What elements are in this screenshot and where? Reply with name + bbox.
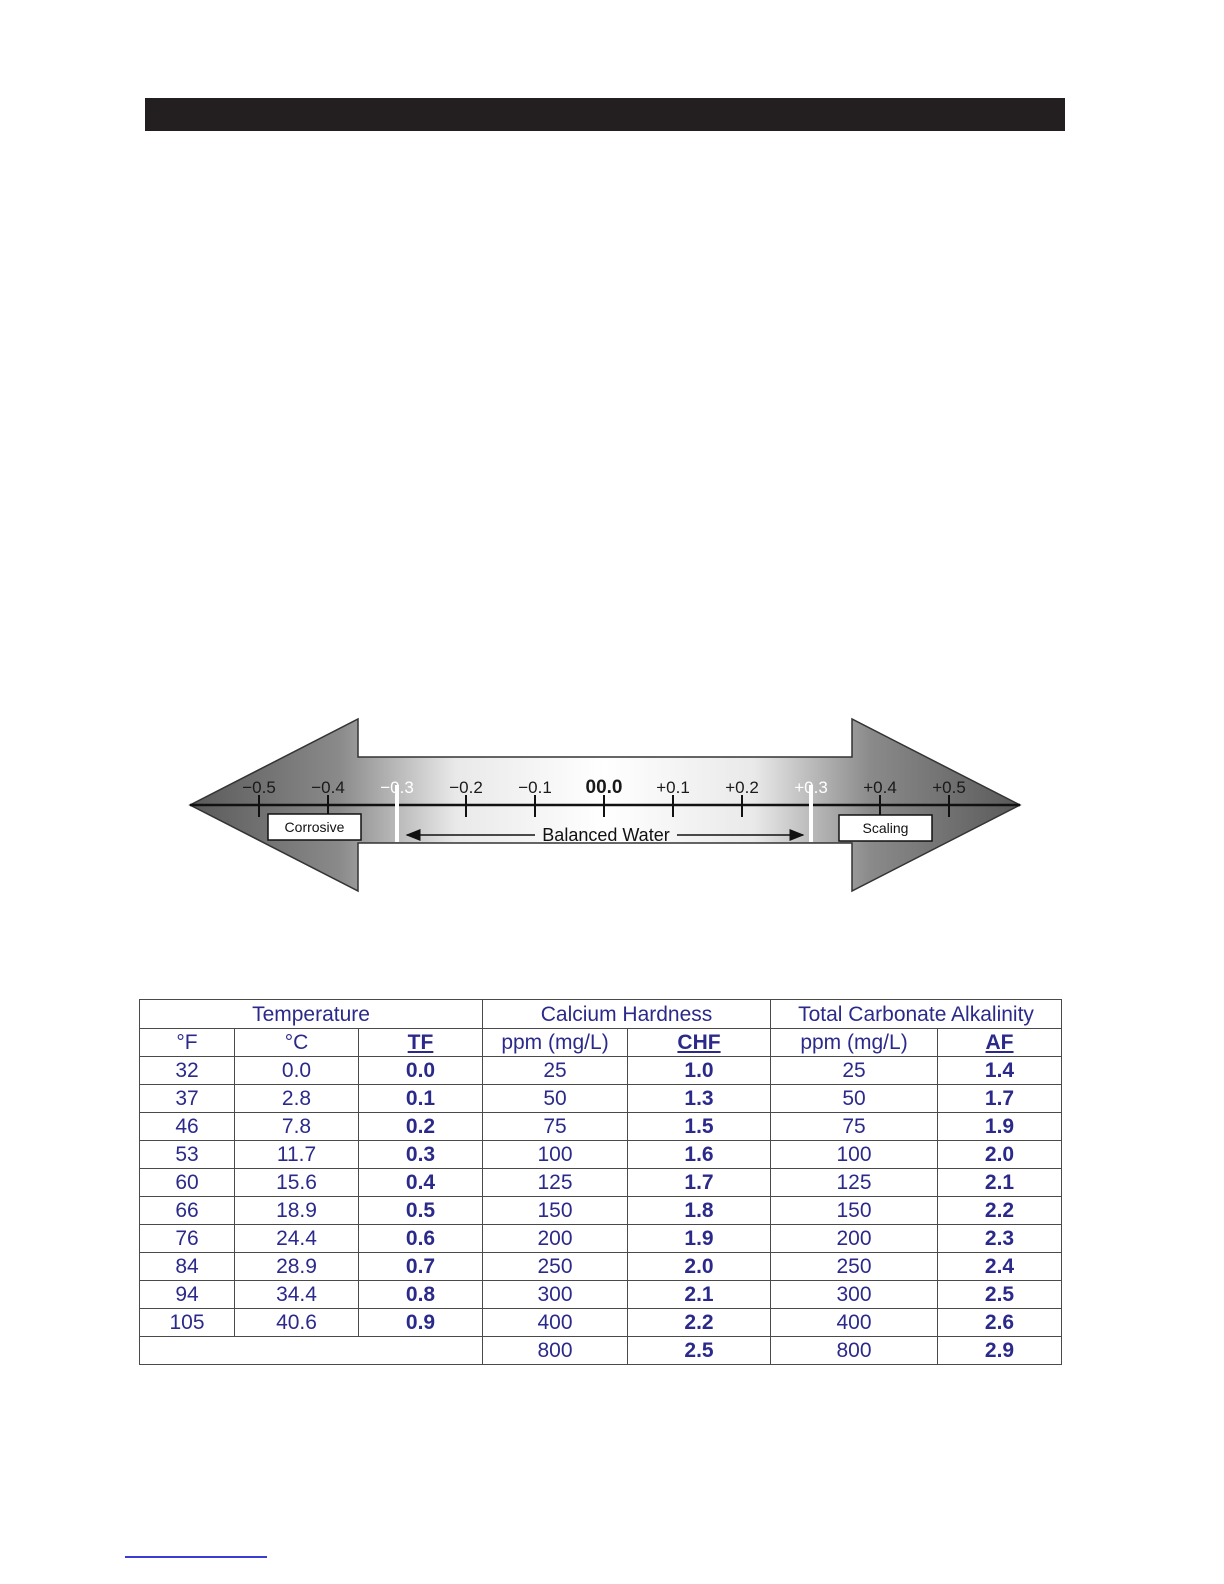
scale-tick-label: −0.3 xyxy=(380,778,414,797)
cell-ch-ppm: 800 xyxy=(483,1337,628,1365)
scale-tick-label: +0.1 xyxy=(656,778,690,797)
cell-tf: 0.8 xyxy=(359,1281,483,1309)
cell-celsius: 11.7 xyxy=(235,1141,359,1169)
table-row xyxy=(140,1281,1062,1309)
cell-af: 2.1 xyxy=(938,1169,1062,1197)
cell-celsius: 15.6 xyxy=(235,1169,359,1197)
cell-tf: 0.5 xyxy=(359,1197,483,1225)
column-header-chf: CHF xyxy=(628,1029,771,1057)
section-header-bar xyxy=(145,98,1065,131)
cell-af: 2.6 xyxy=(938,1309,1062,1337)
cell-fahrenheit: 105 xyxy=(140,1309,235,1337)
footer-rule xyxy=(125,1556,267,1558)
cell-celsius: 34.4 xyxy=(235,1281,359,1309)
saturation-index-scale xyxy=(185,715,1025,895)
cell-celsius: 18.9 xyxy=(235,1197,359,1225)
cell-ch-ppm: 50 xyxy=(483,1085,628,1113)
cell-ch-ppm: 200 xyxy=(483,1225,628,1253)
cell-chf: 2.1 xyxy=(628,1281,771,1309)
cell-fahrenheit: 53 xyxy=(140,1141,235,1169)
table-row xyxy=(140,1253,1062,1281)
cell-chf: 1.7 xyxy=(628,1169,771,1197)
cell-ch-ppm: 25 xyxy=(483,1057,628,1085)
cell-alk-ppm: 125 xyxy=(771,1169,938,1197)
cell-alk-ppm: 300 xyxy=(771,1281,938,1309)
cell-celsius: 40.6 xyxy=(235,1309,359,1337)
cell-af: 2.2 xyxy=(938,1197,1062,1225)
cell-af: 2.9 xyxy=(938,1337,1062,1365)
water-balance-factor-table xyxy=(139,999,1062,1365)
cell-ch-ppm: 400 xyxy=(483,1309,628,1337)
cell-chf: 1.0 xyxy=(628,1057,771,1085)
cell-af: 2.5 xyxy=(938,1281,1062,1309)
column-header-ch-ppm: ppm (mg/L) xyxy=(483,1029,628,1057)
scale-tick-label: −0.4 xyxy=(311,778,345,797)
cell-ch-ppm: 150 xyxy=(483,1197,628,1225)
cell-celsius: 28.9 xyxy=(235,1253,359,1281)
scale-tick-label: +0.2 xyxy=(725,778,759,797)
table-row xyxy=(140,1057,1062,1085)
cell-ch-ppm: 75 xyxy=(483,1113,628,1141)
cell-tf: 0.3 xyxy=(359,1141,483,1169)
cell-chf: 1.5 xyxy=(628,1113,771,1141)
calcium-hardness-group-header: Calcium Hardness xyxy=(483,1000,771,1029)
temperature-group-header: Temperature xyxy=(140,1000,483,1029)
cell-tf: 0.7 xyxy=(359,1253,483,1281)
cell-chf: 2.0 xyxy=(628,1253,771,1281)
cell-chf: 1.3 xyxy=(628,1085,771,1113)
column-header-alk-ppm: ppm (mg/L) xyxy=(771,1029,938,1057)
cell-af: 2.3 xyxy=(938,1225,1062,1253)
table-row xyxy=(140,1085,1062,1113)
cell-tf: 0.0 xyxy=(359,1057,483,1085)
alkalinity-group-header: Total Carbonate Alkalinity xyxy=(771,1000,1062,1029)
cell-chf: 1.8 xyxy=(628,1197,771,1225)
cell-tf: 0.1 xyxy=(359,1085,483,1113)
column-header-tf: TF xyxy=(359,1029,483,1057)
cell-alk-ppm: 50 xyxy=(771,1085,938,1113)
table-row xyxy=(140,1337,1062,1365)
scale-tick-label: 00.0 xyxy=(585,777,623,798)
cell-fahrenheit: 60 xyxy=(140,1169,235,1197)
cell-celsius: 0.0 xyxy=(235,1057,359,1085)
scale-tick-label: −0.5 xyxy=(242,778,276,797)
scaling-label: Scaling xyxy=(862,820,909,836)
scale-tick-label: −0.1 xyxy=(518,778,552,797)
cell-celsius: 24.4 xyxy=(235,1225,359,1253)
cell-af: 1.9 xyxy=(938,1113,1062,1141)
cell-fahrenheit: 37 xyxy=(140,1085,235,1113)
scale-tick-label: +0.5 xyxy=(932,778,966,797)
cell-alk-ppm: 400 xyxy=(771,1309,938,1337)
cell-chf: 1.9 xyxy=(628,1225,771,1253)
balanced-water-label: Balanced Water xyxy=(542,825,670,845)
cell-alk-ppm: 25 xyxy=(771,1057,938,1085)
table-row xyxy=(140,1113,1062,1141)
empty-temperature-cell xyxy=(140,1337,483,1365)
scale-tick-label: +0.3 xyxy=(794,778,828,797)
cell-ch-ppm: 250 xyxy=(483,1253,628,1281)
cell-celsius: 2.8 xyxy=(235,1085,359,1113)
cell-chf: 2.5 xyxy=(628,1337,771,1365)
table-row xyxy=(140,1169,1062,1197)
cell-af: 1.4 xyxy=(938,1057,1062,1085)
scale-tick-label: −0.2 xyxy=(449,778,483,797)
cell-fahrenheit: 46 xyxy=(140,1113,235,1141)
cell-alk-ppm: 800 xyxy=(771,1337,938,1365)
cell-ch-ppm: 125 xyxy=(483,1169,628,1197)
cell-alk-ppm: 150 xyxy=(771,1197,938,1225)
cell-tf: 0.9 xyxy=(359,1309,483,1337)
cell-alk-ppm: 75 xyxy=(771,1113,938,1141)
table-row xyxy=(140,1197,1062,1225)
cell-ch-ppm: 300 xyxy=(483,1281,628,1309)
column-header-fahrenheit: °F xyxy=(140,1029,235,1057)
cell-alk-ppm: 250 xyxy=(771,1253,938,1281)
cell-ch-ppm: 100 xyxy=(483,1141,628,1169)
cell-chf: 2.2 xyxy=(628,1309,771,1337)
column-header-celsius: °C xyxy=(235,1029,359,1057)
cell-af: 2.0 xyxy=(938,1141,1062,1169)
table-row xyxy=(140,1225,1062,1253)
scale-tick-label: +0.4 xyxy=(863,778,897,797)
cell-fahrenheit: 32 xyxy=(140,1057,235,1085)
table-row xyxy=(140,1309,1062,1337)
cell-fahrenheit: 76 xyxy=(140,1225,235,1253)
cell-tf: 0.2 xyxy=(359,1113,483,1141)
cell-chf: 1.6 xyxy=(628,1141,771,1169)
cell-af: 2.4 xyxy=(938,1253,1062,1281)
cell-celsius: 7.8 xyxy=(235,1113,359,1141)
cell-af: 1.7 xyxy=(938,1085,1062,1113)
cell-alk-ppm: 100 xyxy=(771,1141,938,1169)
cell-fahrenheit: 84 xyxy=(140,1253,235,1281)
cell-tf: 0.6 xyxy=(359,1225,483,1253)
cell-fahrenheit: 94 xyxy=(140,1281,235,1309)
cell-alk-ppm: 200 xyxy=(771,1225,938,1253)
cell-fahrenheit: 66 xyxy=(140,1197,235,1225)
cell-tf: 0.4 xyxy=(359,1169,483,1197)
table-row xyxy=(140,1141,1062,1169)
column-header-af: AF xyxy=(938,1029,1062,1057)
corrosive-label: Corrosive xyxy=(284,819,345,835)
